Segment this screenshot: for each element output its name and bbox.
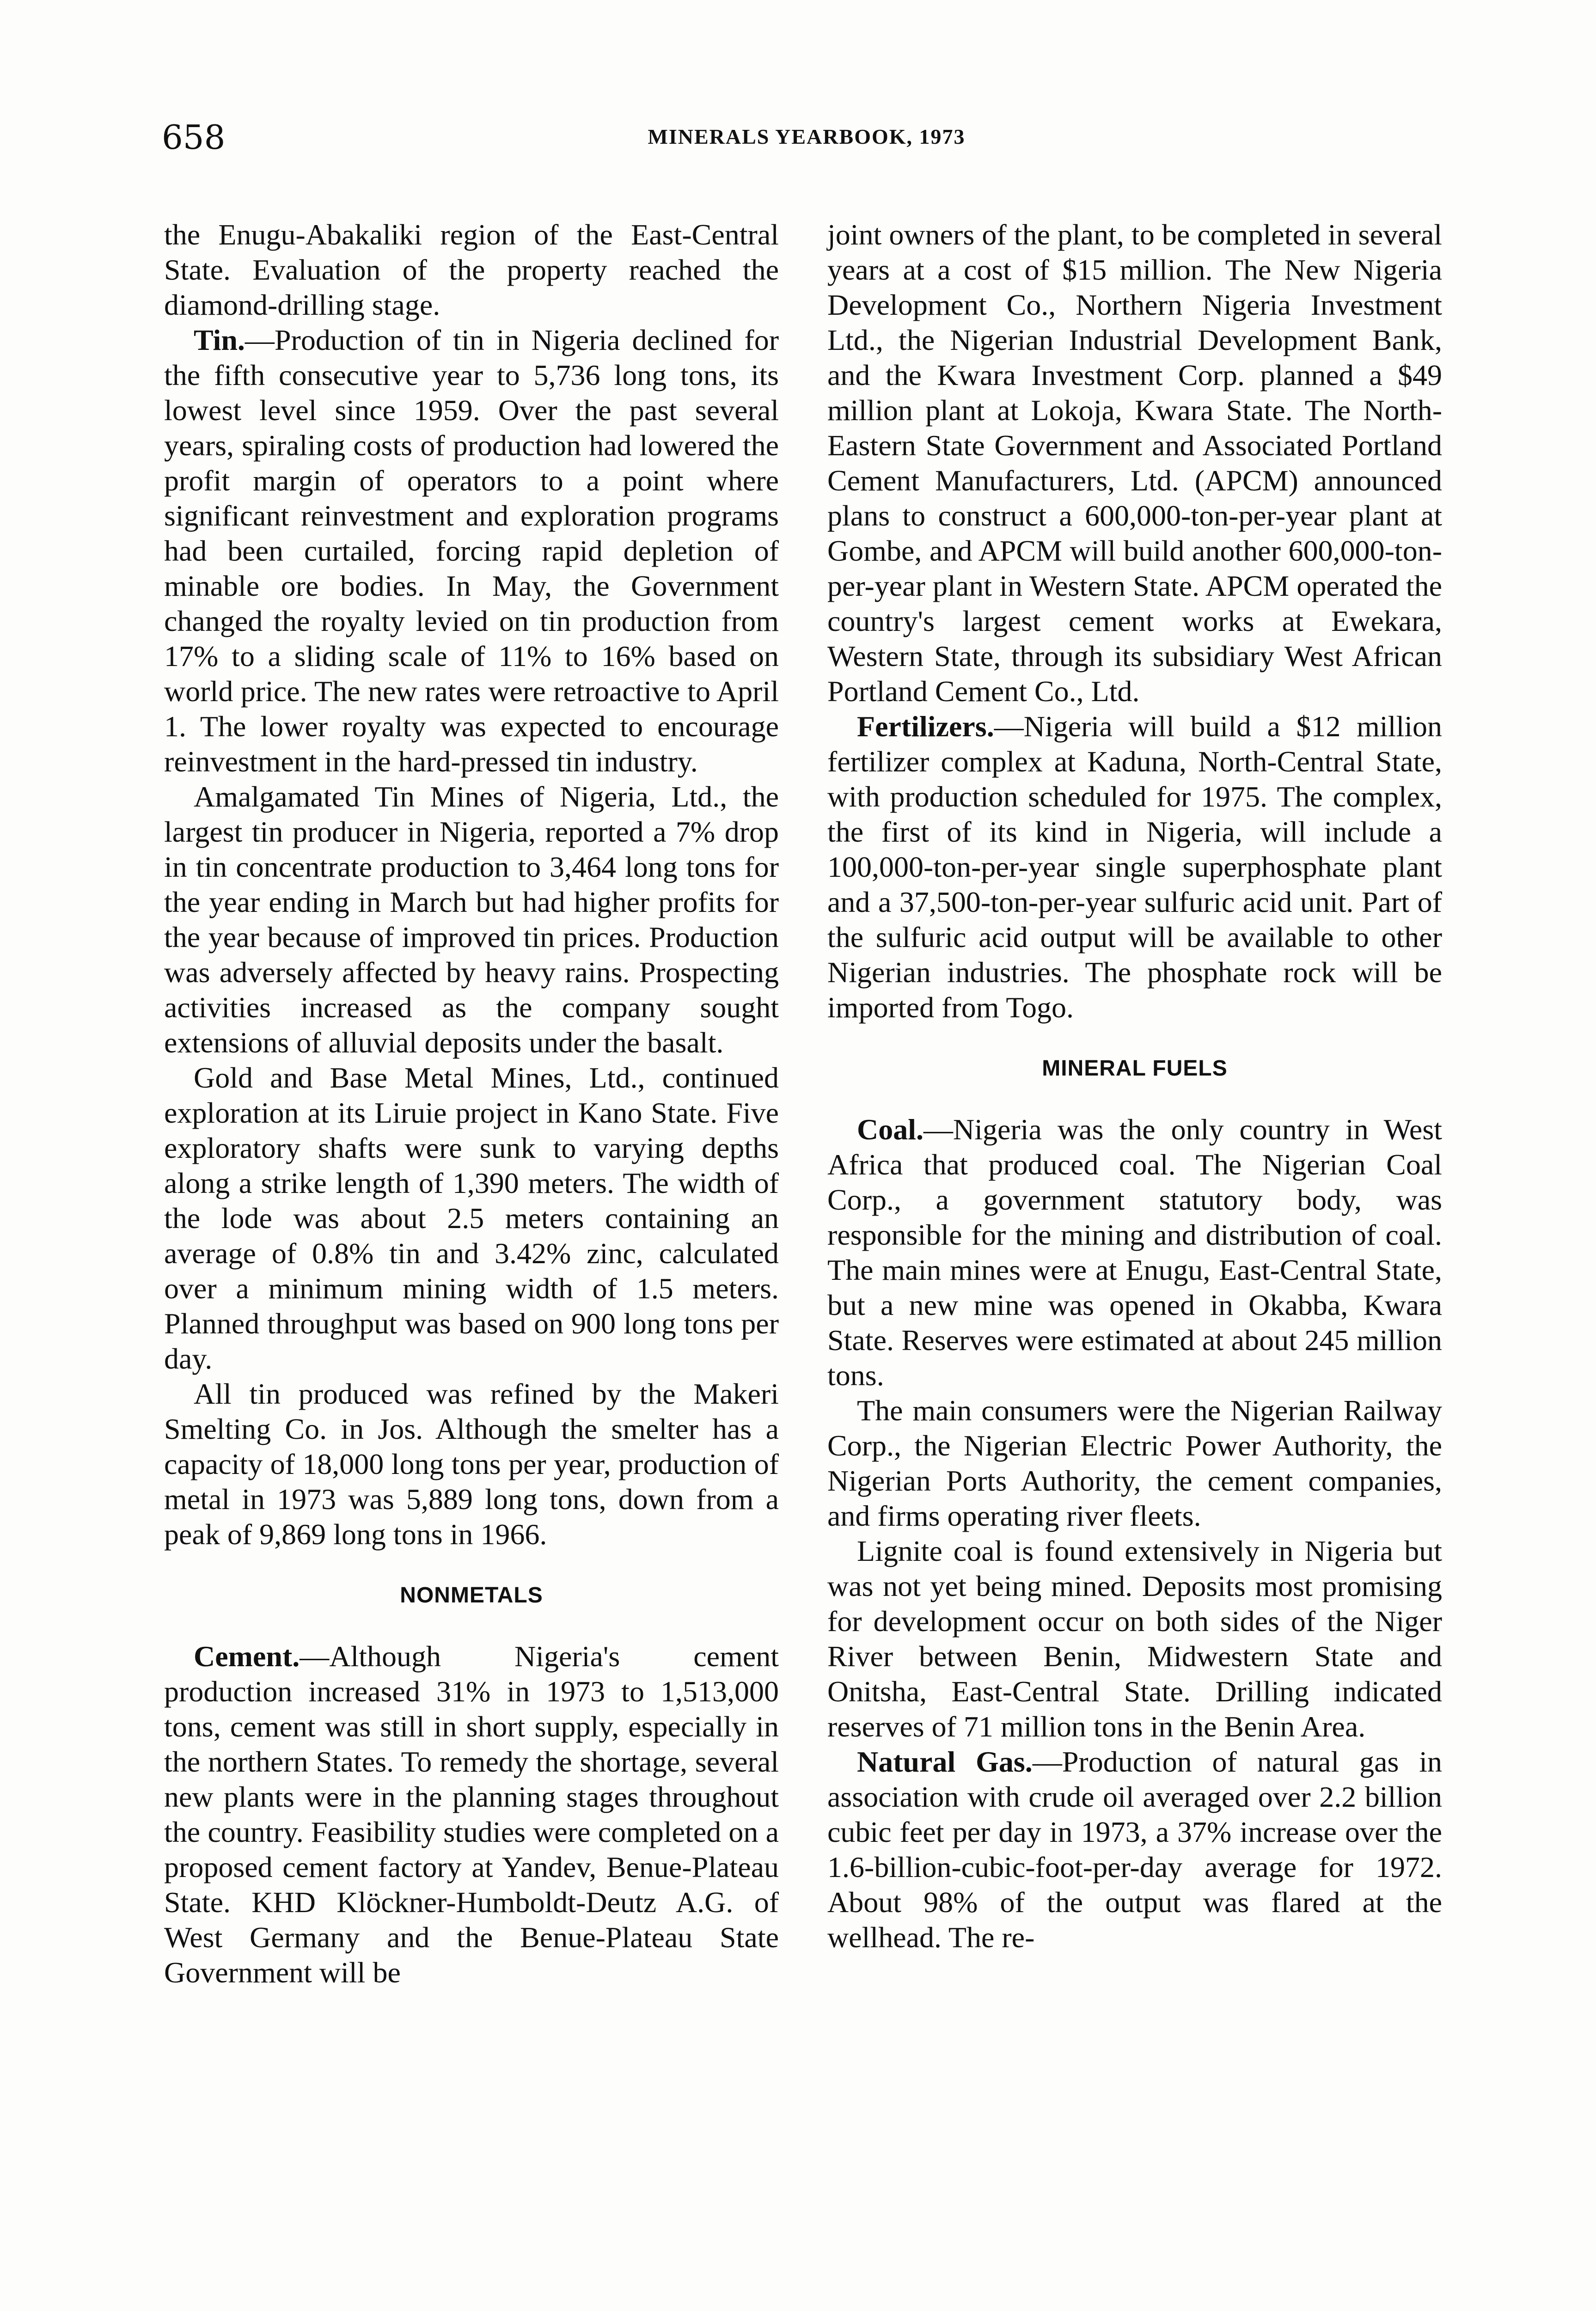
paragraph-cement: [164, 1639, 779, 1990]
run-in-heading: Natural Gas.: [857, 1745, 1033, 1778]
right-column: [827, 217, 1442, 1955]
run-in-heading: Cement.: [194, 1640, 300, 1673]
section-heading: MINERAL FUELS: [1042, 1056, 1228, 1081]
paragraph-tin: [164, 323, 779, 779]
run-in-heading: Tin.: [194, 324, 245, 356]
left-column: [164, 217, 779, 1990]
paragraph-text: —Although Nigeria's cement production increased 31% in 1973 to 1,513,000 tons, cement was still in short supply, especially in the northern States. To remedy the shortage, several new plants were in the planning stages throughout the country. Feasibility studies were completed on a proposed cement factory at Yandev, Benue-Plateau State. KHD Klöckner-Humboldt-Deutz A.G. of West Germany and the Benue-Plateau State Government will be: [164, 1640, 779, 1989]
paragraph-text: —Nigeria was the only country in West Africa that produced coal. The Nigerian Coal Corp., a government statutory body, was responsible for the mining and distribution of coal. The main mines were at Enugu, East-Central State, but a new mine was opened in Okabba, Kwara State. Reserves were estimated at about 245 million tons.: [827, 1113, 1442, 1392]
run-in-heading: Coal.: [857, 1113, 923, 1146]
paragraph: Gold and Base Metal Mines, Ltd., continued exploration at its Liruie project in Kano State. Five exploratory shafts were sunk to varying depths along a strike length of 1,390 meters. The width of the lode was about 2.5 meters containing an average of 0.8% tin and 3.42% zinc, calculated over a minimum mining width of 1.5 meters. Planned throughput was based on 900 long tons per day.: [164, 1061, 779, 1375]
paragraph: Lignite coal is found extensively in Nigeria but was not yet being mined. Deposits most promising for development occur on both sides of the Niger River between Benin, Midwestern State and Onitsha, East-Central State. Drilling indicated reserves of 71 million tons in the Benin Area.: [827, 1535, 1442, 1743]
page-number: 658: [162, 118, 226, 157]
paragraph-text: —Production of tin in Nigeria declined for the fifth consecutive year to 5,736 long tons, its lowest level since 1959. Over the past several years, spiraling costs of production had lowered the profit margin of operators to a point where significant reinvestment and exploration programs had been curtailed, forcing rapid depletion of minable ore bodies. In May, the Government changed the royalty levied on tin production from 17% to a sliding scale of 11% to 16% based on world price. The new rates were retroactive to April 1. The lower royalty was expected to encourage reinvestment in the hard-pressed tin industry.: [164, 324, 779, 778]
paragraph-text: —Nigeria will build a $12 million fertilizer complex at Kaduna, North-Central State, with production scheduled for 1975. The complex, the first of its kind in Nigeria, will include a 100,000-ton-per-year single superphosphate plant and a 37,500-ton-per-year sulfuric acid unit. Part of the sulfuric acid output will be available to other Nigerian industries. The phosphate rock will be imported from Togo.: [827, 710, 1442, 1024]
page-header: [162, 118, 1451, 159]
run-in-heading: Fertilizers.: [857, 710, 994, 743]
paragraph-coal: [827, 1112, 1442, 1393]
paragraph: Amalgamated Tin Mines of Nigeria, Ltd., the largest tin producer in Nigeria, reported a 7% drop in tin concentrate production to 3,464 long tons for the year ending in March but had higher profits for the year because of improved tin prices. Production was adversely affected by heavy rains. Prospecting activities increased as the company sought extensions of alluvial deposits under the basalt.: [164, 780, 779, 1059]
section-heading: NONMETALS: [400, 1583, 543, 1608]
paragraph-text: —Production of natural gas in association with crude oil averaged over 2.2 billion cubic feet per day in 1973, a 37% increase over the 1.6-billion-cubic-foot-per-day average for 1972. About 98% of the output was flared at the wellhead. The re-: [827, 1745, 1443, 1954]
running-title: MINERALS YEARBOOK, 1973: [648, 125, 966, 148]
paragraph: the Enugu-Abakaliki region of the East-Central State. Evaluation of the property reached the diamond-drilling stage.: [164, 218, 779, 321]
paragraph-natural-gas: [827, 1744, 1442, 1955]
paragraph: All tin produced was refined by the Makeri Smelting Co. in Jos. Although the smelter has a capacity of 18,000 long tons per year, production of metal in 1973 was 5,889 long tons, down from a peak of 9,869 long tons in 1966.: [164, 1377, 779, 1551]
paragraph: joint owners of the plant, to be completed in several years at a cost of $15 million. The New Nigeria Development Co., Northern Nigeria Investment Ltd., the Nigerian Industrial Development Bank, and the Kwara Investment Corp. planned a $49 million plant at Lokoja, Kwara State. The North-Eastern State Government and Associated Portland Cement Manufacturers, Ltd. (APCM) announced plans to construct a 600,000-ton-per-year plant at Gombe, and APCM will build another 600,000-ton-per-year plant in Western State. APCM operated the country's largest cement works at Ewekara, Western State, through its subsidiary West African Portland Cement Co., Ltd.: [827, 218, 1442, 708]
paragraph-fertilizers: [827, 709, 1442, 1025]
paragraph: The main consumers were the Nigerian Railway Corp., the Nigerian Electric Power Authority, the Nigerian Ports Authority, the cement companies, and firms operating river fleets.: [827, 1394, 1442, 1532]
